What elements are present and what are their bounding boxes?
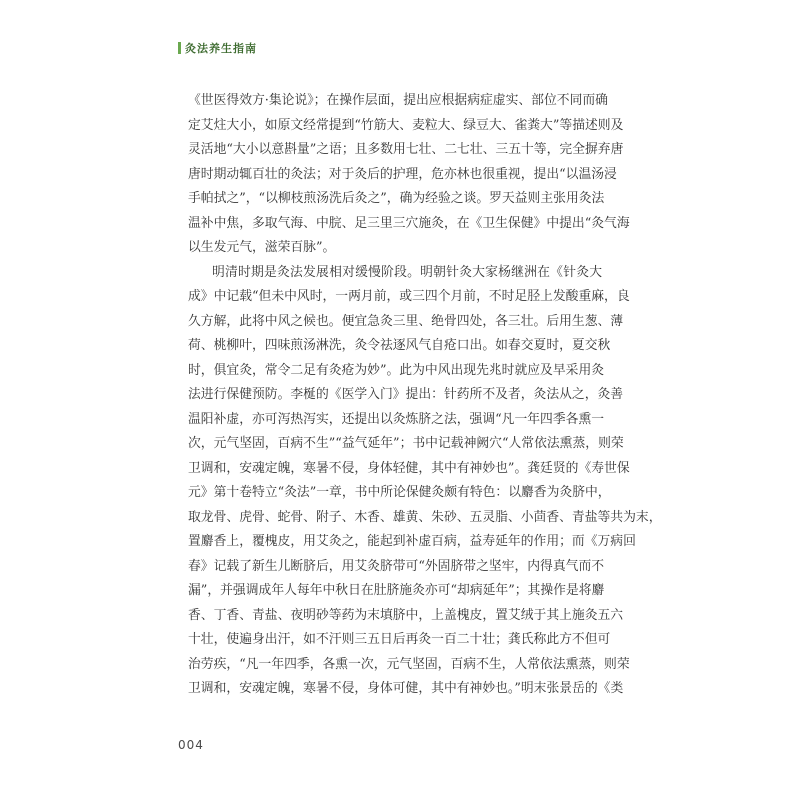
header-accent-bar — [178, 42, 181, 54]
text-line: 《世医得效方·集论说》；在操作层面，提出应根据病症虚实、部位不同而确 — [188, 93, 608, 108]
text-line: 久方解，此将中风之候也。便宜急灸三里、绝骨四处，各三壮。后用生葱、薄 — [188, 313, 624, 329]
text-line: 春》记载了新生儿断脐后，用艾灸脐带可“外固脐带之坚牢，内得真气而不 — [188, 558, 605, 574]
text-line: 置麝香上，覆槐皮，用艾灸之，能起到补虚百病，益寿延年的作用；而《万病回 — [188, 534, 636, 549]
text-line: 成》中记载“但未中风时，一两月前，或三四个月前，不时足胫上发酸重麻，良 — [188, 289, 630, 304]
text-line: 荷、桃柳叶，四味煎汤淋洗，灸令祛逐风气自疮口出。如春交夏时，夏交秋 — [188, 338, 611, 353]
text-line: 卫调和，安魂定魄，寒暑不侵，身体可健，其中有神妙也。”明末张景岳的《类 — [188, 681, 624, 696]
text-line: 唐时期动辄百壮的灸法；对于灸后的护理，危亦林也很重视，提出“以温汤浸 — [188, 166, 617, 182]
text-line: 治劳疾，“凡一年四季，各熏一次，元气坚固，百病不生，人常依法熏蒸，则荣 — [188, 656, 630, 672]
text-line: 元》第十卷特立“灸法”一章，书中所论保健灸颇有特色：以麝香为灸脐中， — [188, 485, 611, 500]
header-title: 灸法养生指南 — [185, 42, 257, 55]
text-line: 取龙骨、虎骨、蛇骨、附子、木香、雄黄、朱砂、五灵脂、小茴香、青盐等共为末， — [188, 509, 662, 525]
text-line: 法进行保健预防。李梴的《医学入门》提出：针药所不及者，灸法从之，灸善 — [188, 387, 624, 402]
text-line: 次，元气坚固，百病不生”“益气延年”；书中记载神阙穴“人常依法熏蒸，则荣 — [188, 436, 624, 451]
text-line: 温阳补虚，亦可泻热泻实，还提出以灸炼脐之法，强调“凡一年四季各熏一 — [188, 411, 605, 427]
text-line: 手帕拭之”，“以柳枝煎汤洗后灸之”，确为经验之谈。罗天益则主张用灸法 — [188, 191, 605, 206]
running-header — [178, 40, 257, 56]
text-line: 定艾炷大小，如原文经常提到“竹筋大、麦粒大、绿豆大、雀粪大”等描述则及 — [188, 117, 624, 133]
text-line: 卫调和，安魂定魄，寒暑不侵，身体轻健，其中有神妙也”。龚廷贤的《寿世保 — [188, 460, 630, 476]
text-line: 香、丁香、青盐、夜明砂等药为末填脐中，上盖槐皮，置艾绒于其上施灸五六 — [188, 607, 624, 623]
text-line: 温补中焦，多取气海、中脘、足三里三穴施灸，在《卫生保健》中提出“灸气海 — [188, 215, 630, 231]
text-line: 以生发元气，滋荣百脉”。 — [188, 240, 336, 255]
text-line: 灵活地“大小以意斟量”之语；且多数用七壮、二七壮、三五十等，完全摒弃唐 — [188, 142, 624, 157]
text-line: 漏”，并强调成年人每年中秋日在肚脐施灸亦可“却病延年”；其操作是将麝 — [188, 583, 605, 598]
text-line: 明清时期是灸法发展相对缓慢阶段。明朝针灸大家杨继洲在《针灸大 — [212, 264, 602, 280]
body-text — [188, 89, 662, 702]
text-line: 十壮，使遍身出汗，如不汗则三五日后再灸一百二十壮；龚氏称此方不但可 — [188, 632, 611, 647]
page-number: 004 — [178, 738, 204, 752]
text-line: 时，俱宜灸，常令二足有灸疮为妙”。此为中风出现先兆时就应及早采用灸 — [188, 362, 605, 378]
